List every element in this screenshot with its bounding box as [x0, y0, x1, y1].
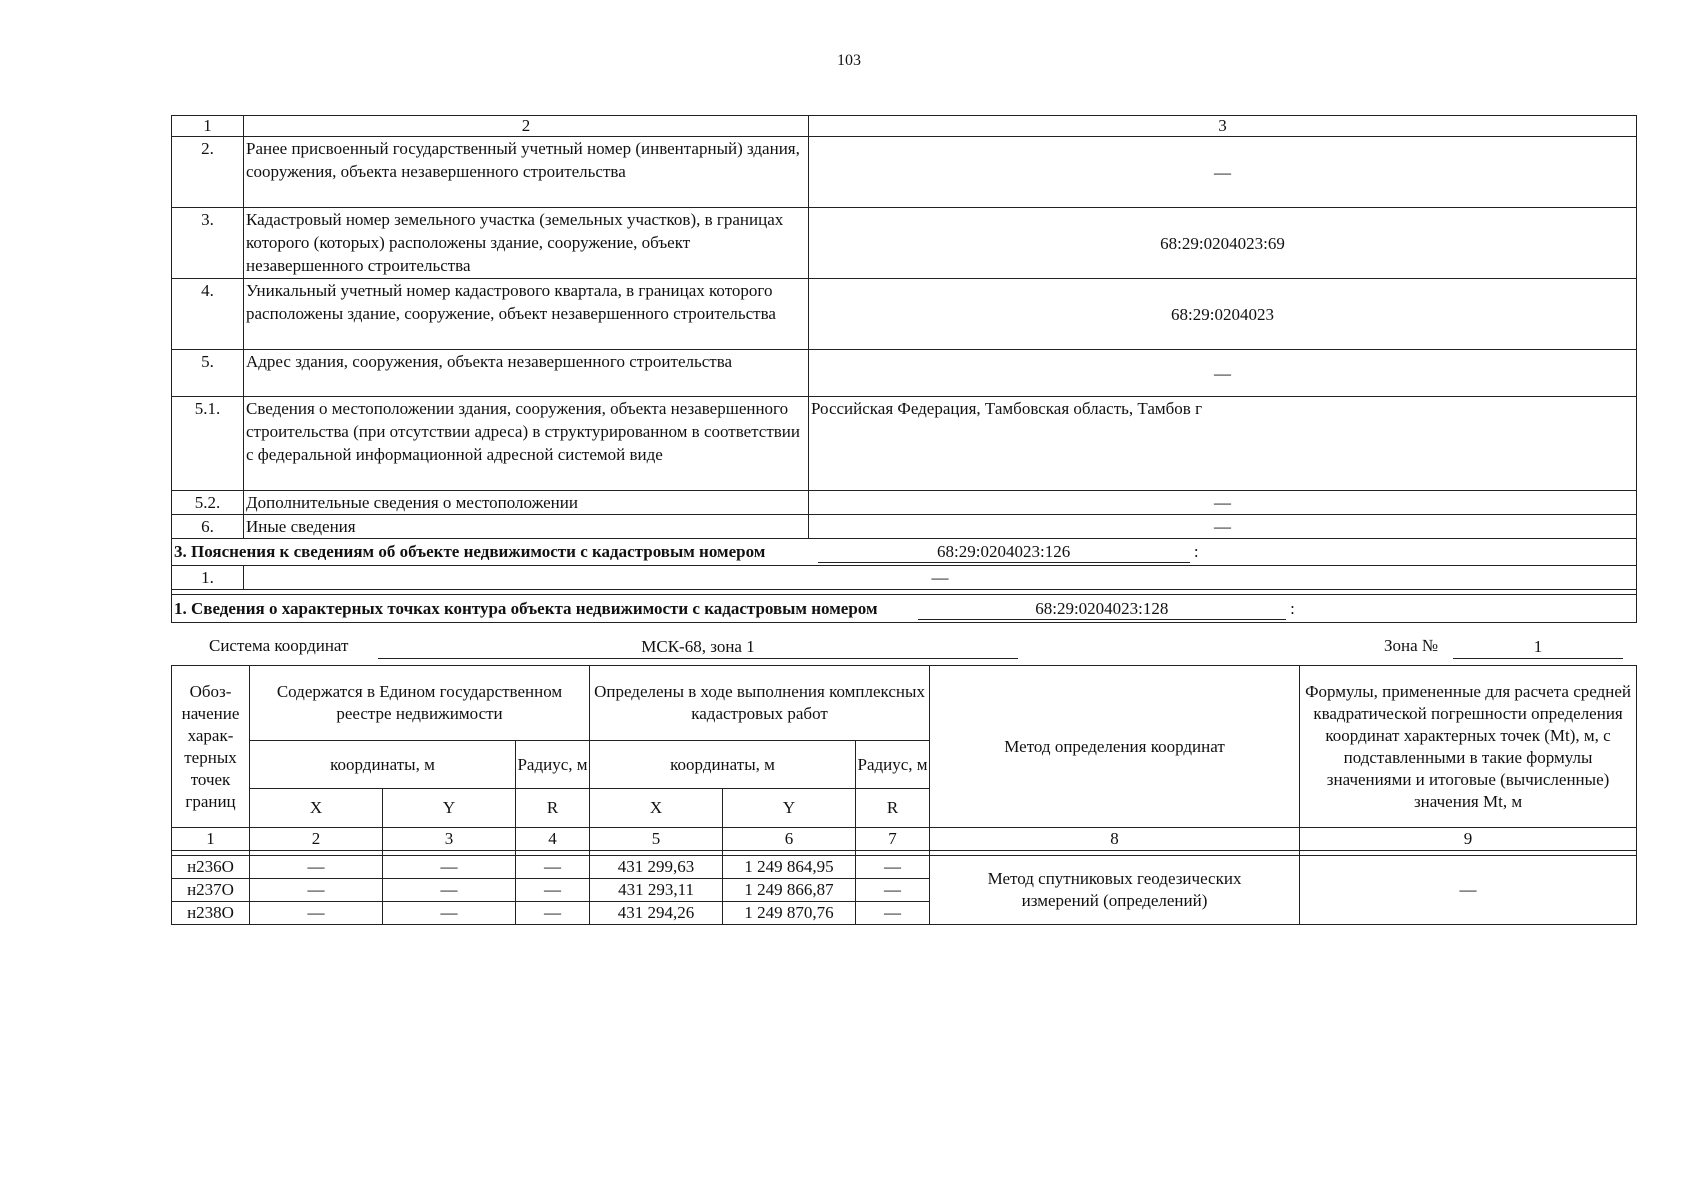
table-row: [172, 208, 1637, 279]
column-number: 7: [856, 828, 930, 851]
complex-x: 431 293,11: [590, 879, 723, 902]
row-number: 6.: [172, 515, 244, 539]
method-header: Метод определения координат: [930, 666, 1300, 828]
egrn-y: —: [383, 856, 516, 879]
section3-cadastral-number: 68:29:0204023:126: [818, 542, 1190, 563]
row-number: 2.: [172, 137, 244, 208]
page-number: 103: [837, 52, 861, 69]
col-header: 1: [172, 116, 244, 137]
row-label: Кадастровый номер земельного участка (земельных участков), в границах которого (которых) расположены здание, сооружение, объект незавершенного строительства: [244, 208, 809, 279]
zone-value: 1: [1453, 636, 1623, 659]
section1-cadastral-number: 68:29:0204023:128: [918, 599, 1286, 620]
col-header: 3: [809, 116, 1637, 137]
column-number: 4: [516, 828, 590, 851]
table-row: [172, 397, 1637, 491]
section3-heading-row: [172, 539, 1637, 566]
complex-y: 1 249 866,87: [723, 879, 856, 902]
egrn-x: —: [250, 856, 383, 879]
x-header: X: [590, 789, 723, 828]
row-number: 5.1.: [172, 397, 244, 491]
row-number: 5.: [172, 350, 244, 397]
r-header: R: [856, 789, 930, 828]
row-value: Российская Федерация, Тамбовская область, Тамбов г: [809, 397, 1637, 491]
table-row: [172, 279, 1637, 350]
x-header: X: [250, 789, 383, 828]
col-header: 2: [244, 116, 809, 137]
table-row: [172, 137, 1637, 208]
egrn-r: —: [516, 856, 590, 879]
column-number: 2: [250, 828, 383, 851]
method-value: Метод спутниковых геодезических измерений (определений): [930, 856, 1300, 925]
coordinate-system-value: МСК-68, зона 1: [378, 636, 1018, 659]
formulas-header: Формулы, примененные для расчета средней квадратической погрешности определения координат характерных точек (Mt), м, с подставленными в такие формулы значениями и итоговые (вычисленные) значения Mt, м: [1300, 666, 1637, 828]
egrn-r: —: [516, 879, 590, 902]
row-value: 68:29:0204023: [809, 279, 1637, 350]
section3-colon: :: [1193, 542, 1199, 561]
table-row: [172, 515, 1637, 539]
table-row: [172, 350, 1637, 397]
object-info-table: [171, 115, 1637, 623]
table-row: [172, 856, 1637, 879]
row-number: 3.: [172, 208, 244, 279]
section1-heading-row: [172, 595, 1637, 623]
column-number: 9: [1300, 828, 1637, 851]
row-label: Сведения о местоположении здания, сооружения, объекта незавершенного строительства (при отсутствии адреса) в структурированном в соответствии с федеральной информационной адресной системой виде: [244, 397, 809, 491]
row-label: Ранее присвоенный государственный учетный номер (инвентарный) здания, сооружения, объекта незавершенного строительства: [244, 137, 809, 208]
point-id: н238О: [172, 902, 250, 925]
column-number: 6: [723, 828, 856, 851]
header-row-1: [172, 666, 1637, 741]
egrn-header: Содержатся в Едином государственном реестре недвижимости: [250, 666, 590, 741]
y-header: Y: [383, 789, 516, 828]
r-header: R: [516, 789, 590, 828]
designation-header: Обоз-начение харак-терных точек границ: [172, 666, 250, 828]
complex-r: —: [856, 902, 930, 925]
row-number: 5.2.: [172, 491, 244, 515]
column-number: 8: [930, 828, 1300, 851]
section3-row: [172, 566, 1637, 590]
egrn-y: —: [383, 902, 516, 925]
complex-r: —: [856, 856, 930, 879]
boundary-points-table: [171, 665, 1637, 925]
coords-header: координаты, м: [590, 741, 856, 789]
egrn-x: —: [250, 879, 383, 902]
point-id: н237О: [172, 879, 250, 902]
radius-header: Радиус, м: [856, 741, 930, 789]
row-value: —: [809, 491, 1637, 515]
complex-y: 1 249 870,76: [723, 902, 856, 925]
radius-header: Радиус, м: [516, 741, 590, 789]
coordinate-system-line: [171, 634, 1636, 662]
complex-works-header: Определены в ходе выполнения комплексных кадастровых работ: [590, 666, 930, 741]
point-id: н236О: [172, 856, 250, 879]
column-number: 3: [383, 828, 516, 851]
egrn-x: —: [250, 902, 383, 925]
egrn-r: —: [516, 902, 590, 925]
table-row: [172, 491, 1637, 515]
egrn-y: —: [383, 879, 516, 902]
column-number: 5: [590, 828, 723, 851]
complex-x: 431 294,26: [590, 902, 723, 925]
row-value: —: [809, 137, 1637, 208]
header-row: [172, 116, 1637, 137]
section1-colon: :: [1290, 599, 1295, 618]
row-label: Дополнительные сведения о местоположении: [244, 491, 809, 515]
formula-value: —: [1300, 856, 1637, 925]
zone-label: Зона №: [1384, 636, 1439, 655]
complex-y: 1 249 864,95: [723, 856, 856, 879]
complex-x: 431 299,63: [590, 856, 723, 879]
row-value: —: [809, 515, 1637, 539]
row-label: Уникальный учетный номер кадастрового квартала, в границах которого расположены здание, сооружение, объект незавершенного строительства: [244, 279, 809, 350]
section1-title: 1. Сведения о характерных точках контура объекта недвижимости с кадастровым номером: [174, 599, 878, 618]
row-label: Иные сведения: [244, 515, 809, 539]
coordinate-system-label: Система координат: [209, 636, 349, 655]
row-value: —: [809, 350, 1637, 397]
column-numbers-row: [172, 828, 1637, 851]
row-value: —: [244, 566, 1637, 590]
row-label: Адрес здания, сооружения, объекта незавершенного строительства: [244, 350, 809, 397]
coords-header: координаты, м: [250, 741, 516, 789]
row-number: 4.: [172, 279, 244, 350]
row-number: 1.: [172, 566, 244, 590]
y-header: Y: [723, 789, 856, 828]
section3-title: 3. Пояснения к сведениям об объекте недвижимости с кадастровым номером: [174, 542, 766, 561]
row-value: 68:29:0204023:69: [809, 208, 1637, 279]
column-number: 1: [172, 828, 250, 851]
complex-r: —: [856, 879, 930, 902]
